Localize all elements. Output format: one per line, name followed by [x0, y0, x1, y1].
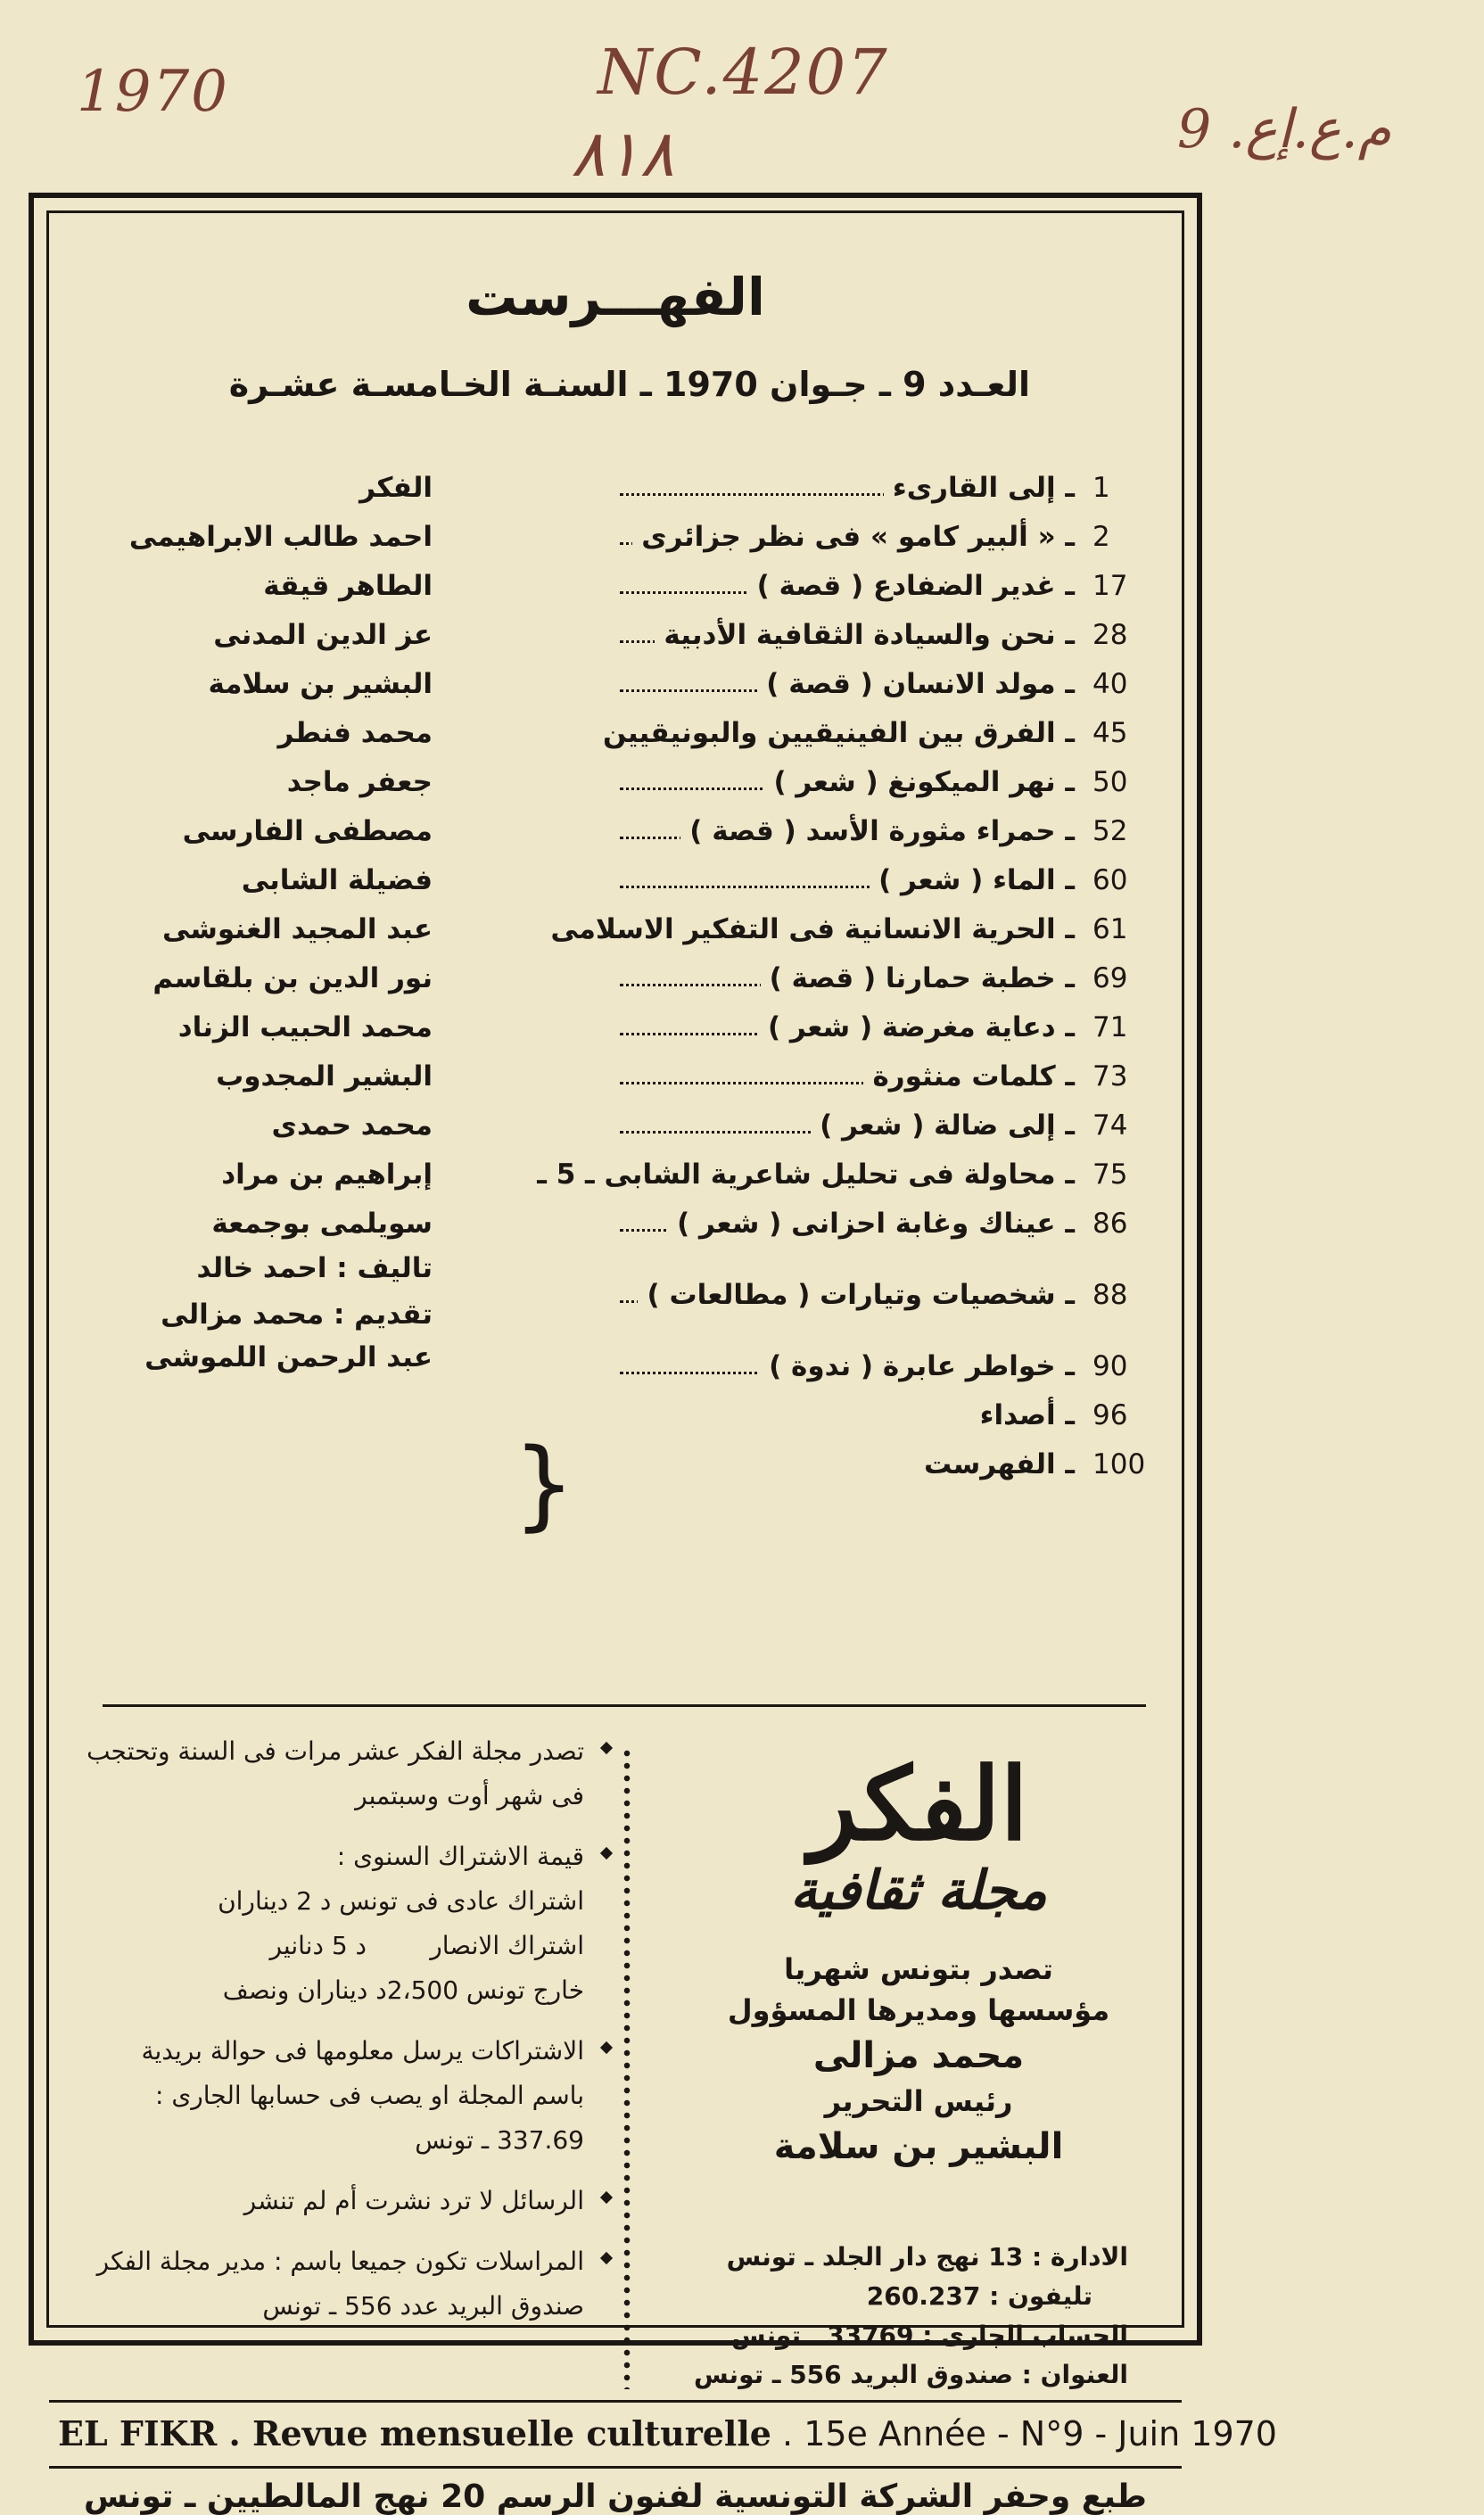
- toc-page: 40: [1092, 668, 1128, 700]
- toc-page: 96: [1092, 1399, 1128, 1431]
- inner-frame: [46, 210, 1277, 2515]
- toc-author: البشير بن سلامة: [208, 668, 433, 700]
- french-issue: . 15e Année - N°9 - Juin 1970: [771, 2414, 1277, 2453]
- french-masthead-line: [49, 2405, 1277, 2462]
- toc-row[interactable]: [85, 472, 1146, 518]
- editor-name: البشير بن سلامة: [773, 2126, 1064, 2167]
- dotted-divider: [620, 1747, 634, 2389]
- toc-row[interactable]: [85, 668, 1146, 714]
- page-frame: [29, 193, 1277, 2515]
- subscription-line: اشتراك الانصار د 5 دنانير: [269, 1931, 584, 1960]
- toc-page: 69: [1092, 962, 1128, 994]
- toc-entry-title: ـ « ألبير كامو » فى نظر جزائرى: [632, 521, 1075, 553]
- toc-row[interactable]: [85, 619, 1146, 665]
- note-subscription: قيمة الاشتراك السنوى : اشتراك عادى فى تونس د 2 ديناران اشتراك الانصار د 5 دنانير خارج تونس 2،500د ديناران ونصف: [85, 1835, 584, 2013]
- toc-entry-title: ـ نهر الميكونغ ( شعر ): [764, 766, 1075, 798]
- toc-row[interactable]: [85, 717, 1146, 763]
- toc-entry-title: ـ الفهرست: [915, 1448, 1075, 1480]
- toc-row[interactable]: [85, 1341, 1146, 1397]
- divider: [103, 1704, 1146, 1707]
- toc-page: 17: [1092, 570, 1128, 602]
- toc-row[interactable]: [85, 1399, 1146, 1446]
- toc-entry-title: ـ الفرق بين الفينيقيين والبونيقيين: [594, 717, 1075, 749]
- toc-row[interactable]: [85, 1109, 1146, 1156]
- toc-page: 71: [1092, 1011, 1128, 1043]
- toc-row[interactable]: [85, 815, 1146, 862]
- note-frequency: تصدر مجلة الفكر عشر مرات فى السنة وتحتجب فى شهر أوت وسبتمبر: [85, 1729, 584, 1818]
- magazine-subtitle: مجلة ثقافية: [789, 1859, 1048, 1922]
- po-box-line: العنوان : صندوق البريد 556 ـ تونس: [693, 2360, 1128, 2389]
- toc-page: 61: [1092, 913, 1128, 945]
- phone-line: تليفون : 260.237: [866, 2281, 1092, 2311]
- divider: [49, 2466, 1182, 2469]
- toc-author: مصطفى الفارسى: [182, 815, 433, 847]
- toc-row[interactable]: [85, 1060, 1146, 1107]
- toc-row[interactable]: [85, 1252, 1146, 1331]
- toc-page: 88: [1092, 1279, 1128, 1311]
- toc-page: 50: [1092, 766, 1128, 798]
- toc-entry-title: ـ نحن والسيادة الثقافية الأدبية: [655, 619, 1075, 651]
- handwritten-catalog-number: NC.4207: [598, 36, 889, 109]
- toc-entry-title: ـ محاولة فى تحليل شاعرية الشابى ـ 5 ـ: [528, 1159, 1075, 1191]
- divider: [49, 2400, 1182, 2403]
- toc-page: 75: [1092, 1159, 1128, 1191]
- frequency-line: تصدر بتونس شهريا: [784, 1952, 1053, 1986]
- toc-page: 28: [1092, 619, 1128, 651]
- toc-page: 60: [1092, 864, 1128, 896]
- toc-entry-title: ـ كلمات منثورة: [863, 1060, 1075, 1093]
- toc-row[interactable]: [85, 1448, 1146, 1495]
- handwritten-arabic-number: ٨١٨: [571, 116, 675, 191]
- issue-line: العـدد 9 ـ جـوان 1970 ـ السنـة الخـامسـة عشـرة: [228, 365, 1030, 404]
- toc-author: البشير المجدوب: [216, 1060, 433, 1093]
- toc-page: 86: [1092, 1208, 1128, 1240]
- toc-row[interactable]: [85, 1159, 1146, 1205]
- toc-author: تاليف : احمد خالد: [196, 1252, 433, 1284]
- po-box: صندوق البريد عدد 556 ـ تونس: [262, 2291, 584, 2321]
- toc-entry-title: ـ غدير الضفادع ( قصة ): [748, 570, 1075, 602]
- toc-author: الطاهر قيقة: [263, 570, 433, 602]
- address-line: الادارة : 13 نهج دار الجلد ـ تونس: [726, 2242, 1128, 2272]
- director-name: محمد مزالى: [812, 2035, 1025, 2076]
- toc-page: 73: [1092, 1060, 1128, 1093]
- toc-row[interactable]: [85, 962, 1146, 1009]
- account-line: الحساب الجارى : 33769 ـ تونس: [730, 2321, 1128, 2350]
- toc-author: احمد طالب الابراهيمى: [128, 521, 433, 553]
- founder-label: مؤسسها ومديرها المسؤول: [727, 1993, 1110, 2027]
- note-payment: الاشتراكات يرسل معلومها فى حوالة بريدية باسم المجلة او يصب فى حسابها الجارى : 337.69 ـ تونس: [85, 2029, 584, 2163]
- toc-page: 74: [1092, 1109, 1128, 1142]
- handwritten-right-note: م.ع.إع. 9: [1177, 98, 1391, 161]
- toc-page: 2: [1092, 521, 1110, 553]
- toc-entry-title: ـ إلى ضالة ( شعر ): [811, 1109, 1075, 1142]
- toc-entry-title: ـ مولد الانسان ( قصة ): [757, 668, 1075, 700]
- toc-entry-title: ـ الماء ( شعر ): [870, 864, 1075, 896]
- magazine-logo: الفكر: [809, 1746, 1028, 1863]
- contact-address: [691, 2238, 1128, 2395]
- toc-row[interactable]: [85, 1011, 1146, 1058]
- table-of-contents: [85, 472, 1146, 1720]
- toc-author-2: تقديم : محمد مزالى: [161, 1299, 433, 1331]
- note-correspondence: المراسلات تكون جميعا باسم : مدير مجلة الفكر صندوق البريد عدد 556 ـ تونس: [85, 2239, 584, 2329]
- author-brace: }: [513, 1427, 575, 1541]
- toc-page: 90: [1092, 1350, 1128, 1382]
- toc-author: نور الدين بن بلقاسم: [153, 962, 433, 994]
- toc-row[interactable]: [85, 570, 1146, 616]
- toc-page: 52: [1092, 815, 1128, 847]
- toc-author: إبراهيم بن مراد: [221, 1159, 433, 1191]
- toc-author: جعفر ماجد: [286, 766, 433, 798]
- toc-entry-title: ـ عيناك وغابة احزانى ( شعر ): [668, 1208, 1075, 1240]
- toc-row[interactable]: [85, 864, 1146, 911]
- toc-title: الفهـــرست: [466, 267, 765, 327]
- note-letters: الرسائل لا ترد نشرت أم لم تنشر: [85, 2179, 584, 2223]
- toc-entry-title: ـ خطبة حمارنا ( قصة ): [761, 962, 1075, 994]
- toc-entry-title: ـ إلى القارىء: [884, 472, 1075, 504]
- toc-row[interactable]: [85, 766, 1146, 812]
- publication-notes: [85, 1729, 584, 2345]
- handwritten-year: 1970: [77, 59, 229, 125]
- toc-author: محمد فنطر: [277, 717, 433, 749]
- subscription-line: اشتراك عادى فى تونس د 2 ديناران: [218, 1886, 584, 1916]
- toc-entry-title: ـ خواطر عابرة ( ندوة ): [760, 1350, 1075, 1382]
- toc-author: الفكر: [359, 472, 433, 504]
- toc-author: عبد المجيد الغنوشى: [162, 913, 433, 945]
- toc-author: عز الدين المدنى: [213, 619, 433, 651]
- toc-entry-title: ـ شخصيات وتيارات ( مطالعات ): [638, 1279, 1075, 1311]
- toc-entry-title: ـ أصداء: [971, 1399, 1075, 1431]
- toc-row[interactable]: [85, 1208, 1146, 1254]
- toc-entry-title: ـ الحرية الانسانية فى التفكير الاسلامى: [541, 913, 1075, 945]
- toc-author: سويلمى بوجمعة: [211, 1208, 433, 1240]
- french-title: EL FIKR . Revue mensuelle culturelle: [58, 2413, 771, 2453]
- toc-row[interactable]: [85, 913, 1146, 960]
- masthead: [691, 1747, 1146, 2172]
- toc-page: 45: [1092, 717, 1128, 749]
- toc-author: عبد الرحمن اللموشى: [144, 1341, 433, 1373]
- toc-author: محمد حمدى: [271, 1109, 433, 1142]
- printer-line: طبع وحفر الشركة التونسية لفنون الرسم 20 نهج المالطيين ـ تونس: [84, 2478, 1147, 2515]
- subscription-line: خارج تونس 2،500د ديناران ونصف: [222, 1975, 584, 2005]
- toc-entry-title: ـ حمراء مثورة الأسد ( قصة ): [680, 815, 1075, 847]
- toc-page: 1: [1092, 472, 1110, 504]
- toc-author: محمد الحبيب الزناد: [177, 1011, 433, 1043]
- toc-entry-title: ـ دعاية مغرضة ( شعر ): [759, 1011, 1075, 1043]
- editor-label: رئيس التحرير: [824, 2084, 1013, 2118]
- toc-row[interactable]: [85, 521, 1146, 567]
- toc-page: 100: [1092, 1448, 1146, 1480]
- toc-author: فضيلة الشابى: [241, 864, 433, 896]
